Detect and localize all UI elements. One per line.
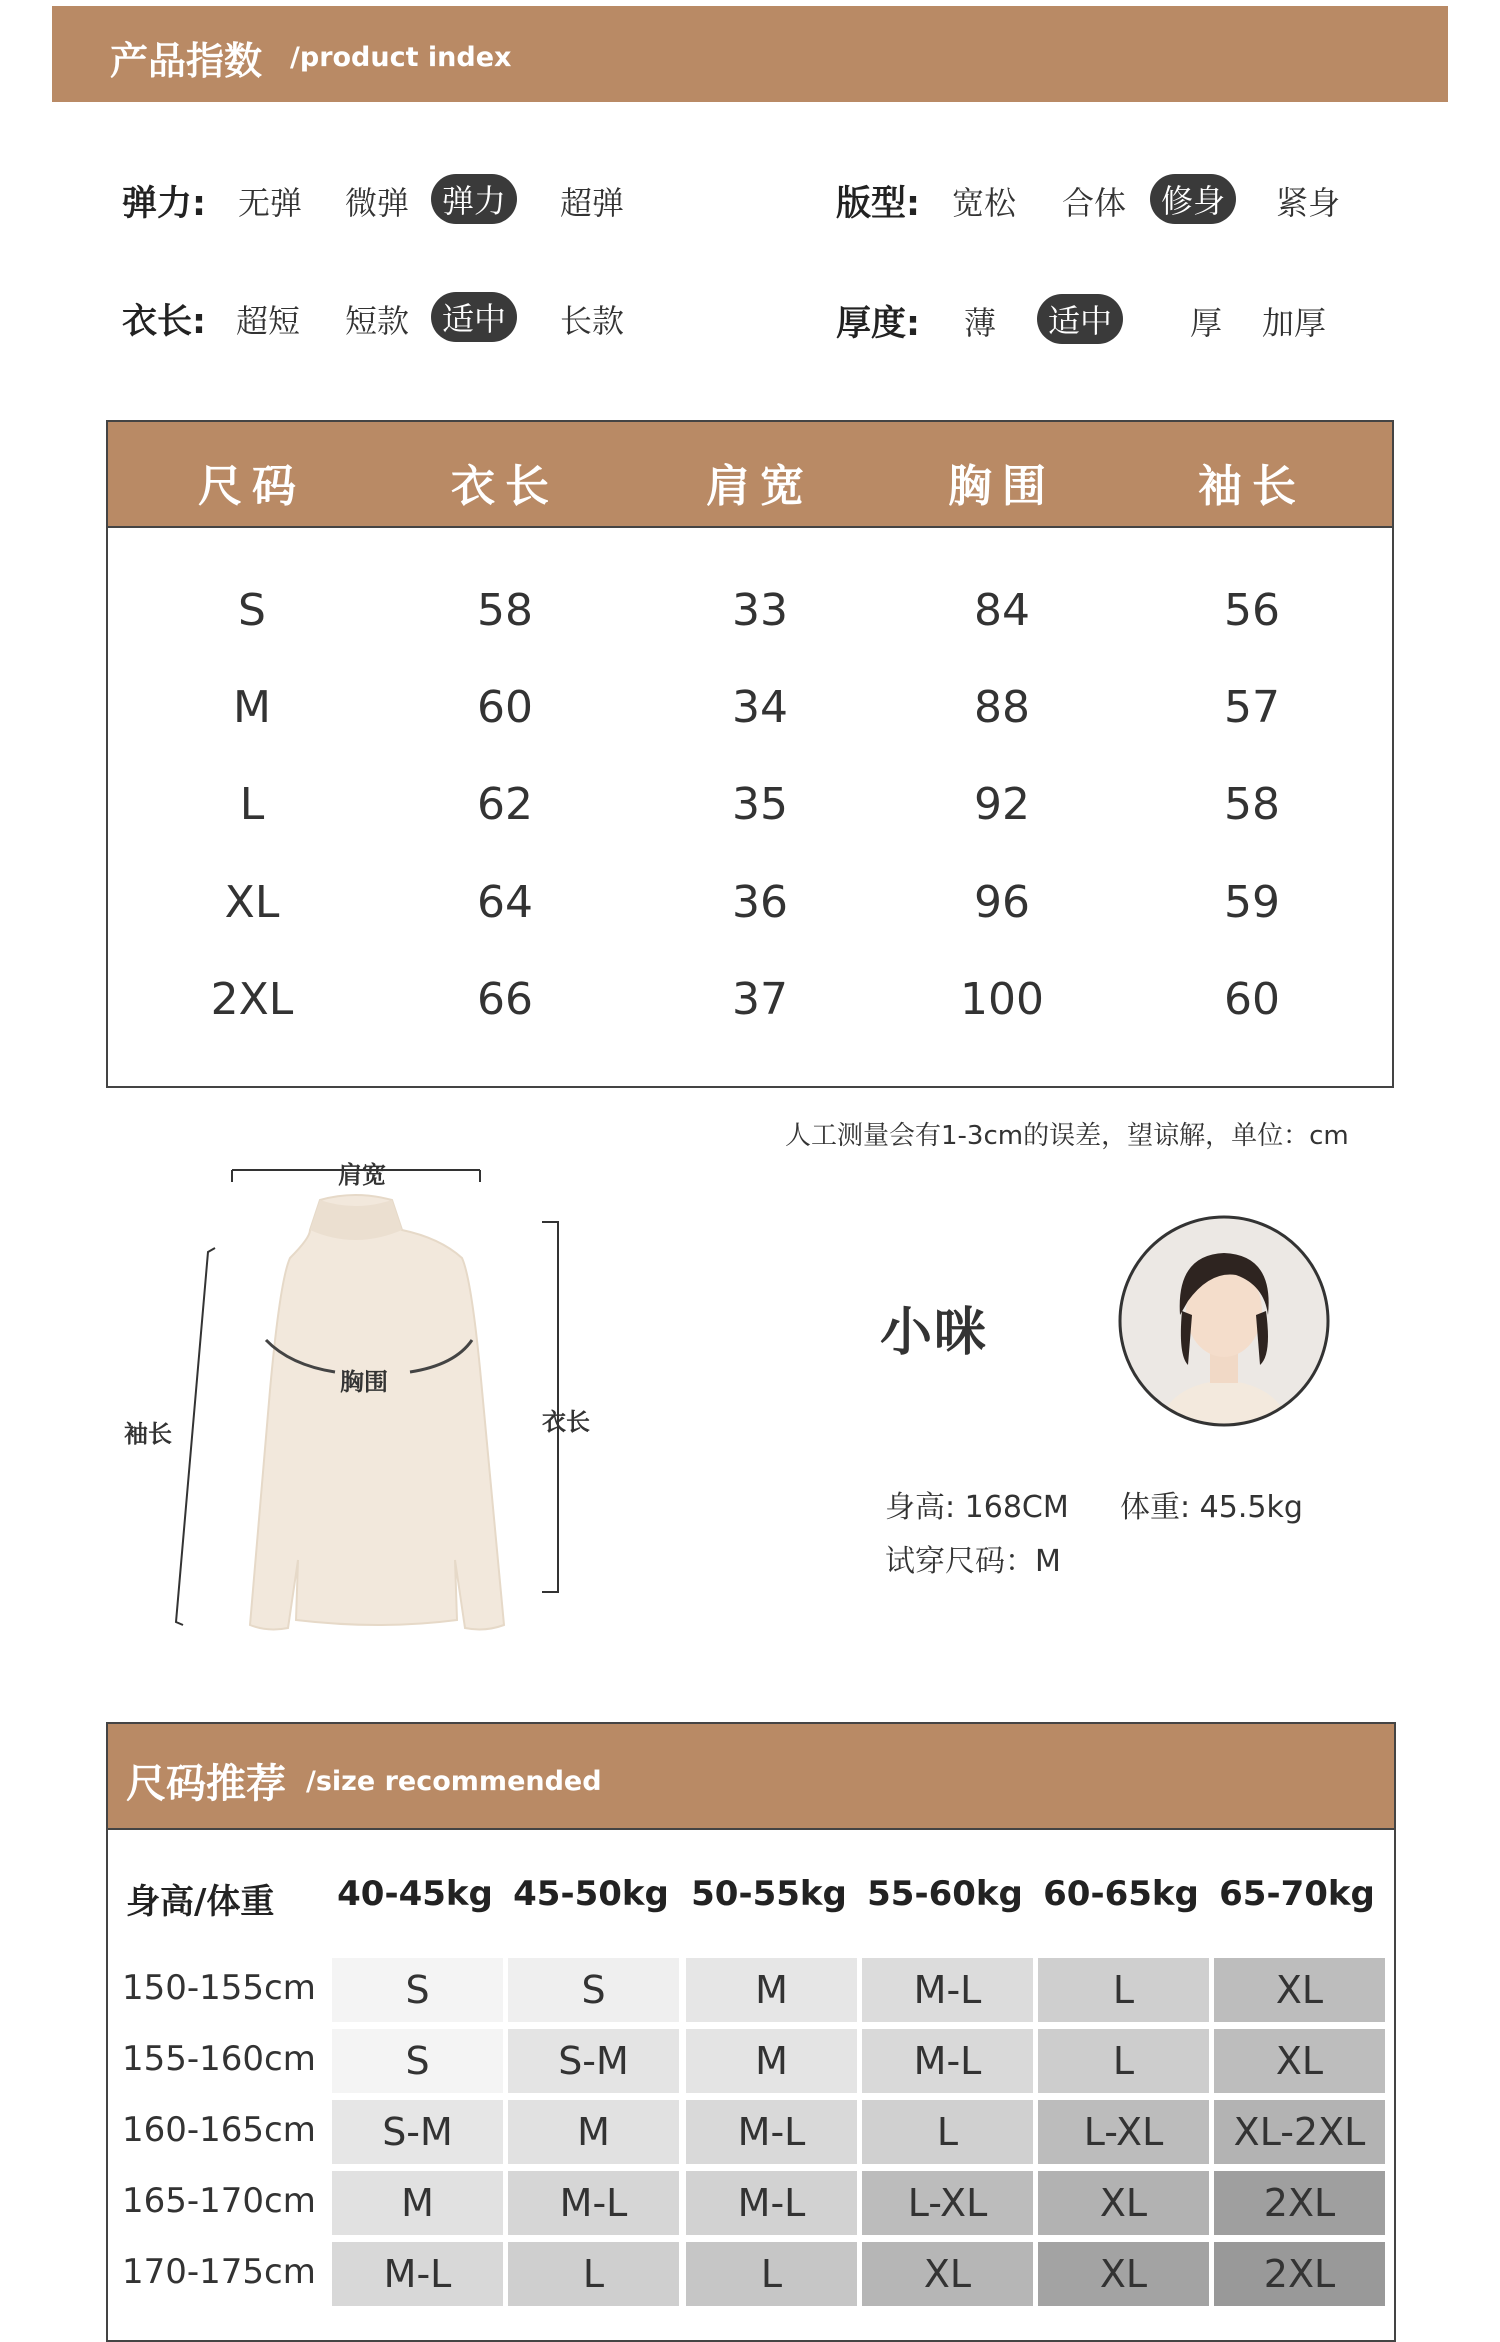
attribute-label: 厚度: — [836, 304, 920, 344]
attribute-option: 加厚 — [1262, 304, 1327, 342]
size-table-cell: 60 — [1224, 974, 1280, 1025]
size-table-cell: 2XL — [210, 974, 294, 1025]
attribute-option: 无弹 — [238, 184, 303, 222]
size-table-cell: 96 — [974, 877, 1030, 928]
banner-subtitle: /product index — [290, 42, 512, 73]
attribute-label: 弹力: — [122, 184, 206, 224]
model-size: 试穿尺码：M — [885, 1544, 1061, 1579]
size-recommend-header — [108, 1724, 1394, 1830]
sleeve-label: 袖长 — [124, 1420, 172, 1448]
attribute-label: 衣长: — [122, 302, 206, 342]
recommend-cell: L — [1038, 1958, 1209, 2022]
size-table-header-cell: 胸围 — [948, 461, 1056, 512]
recommend-cell: XL — [1038, 2242, 1209, 2306]
attribute-option-selected: 适中 — [431, 292, 517, 342]
size-table-header-cell: 尺码 — [198, 461, 306, 512]
size-table-cell: 35 — [732, 779, 788, 830]
attribute-option: 紧身 — [1276, 184, 1341, 222]
size-table-header-cell: 衣长 — [451, 461, 559, 512]
recommend-cell: S-M — [332, 2100, 503, 2164]
model-avatar — [1118, 1215, 1330, 1427]
recommend-cell: M-L — [862, 1958, 1033, 2022]
recommend-cell: L-XL — [862, 2171, 1033, 2235]
recommend-cell: S — [508, 1958, 679, 2022]
attribute-option: 薄 — [964, 304, 997, 342]
recommend-cell: L-XL — [1038, 2100, 1209, 2164]
recommend-height-label: 160-165cm — [122, 2110, 316, 2150]
recommend-weight-header: 55-60kg — [867, 1874, 1023, 1914]
recommend-cell: S-M — [508, 2029, 679, 2093]
size-table-cell: 66 — [477, 974, 533, 1025]
recommend-weight-header: 65-70kg — [1219, 1874, 1375, 1914]
size-table-cell: M — [233, 682, 271, 733]
shoulder-label: 肩宽 — [338, 1161, 386, 1189]
recommend-cell: M — [332, 2171, 503, 2235]
sweater-diagram — [110, 1140, 630, 1660]
size-table-cell: 56 — [1224, 585, 1280, 636]
sweater-shape — [250, 1195, 504, 1629]
recommend-weight-header: 40-45kg — [337, 1874, 493, 1914]
size-table-cell: 60 — [477, 682, 533, 733]
size-table-cell: 84 — [974, 585, 1030, 636]
size-table-cell: 36 — [732, 877, 788, 928]
size-table-cell: 100 — [960, 974, 1044, 1025]
recommend-subtitle: /size recommended — [306, 1766, 602, 1797]
size-table-cell: 58 — [477, 585, 533, 636]
recommend-cell: XL-2XL — [1214, 2100, 1385, 2164]
size-table-cell: 34 — [732, 682, 788, 733]
size-table-cell: 33 — [732, 585, 788, 636]
recommend-cell: M — [508, 2100, 679, 2164]
recommend-height-label: 170-175cm — [122, 2252, 316, 2292]
measurement-note: 人工测量会有1-3cm的误差，望谅解，单位：cm — [785, 1121, 1349, 1151]
recommend-cell: M-L — [686, 2171, 857, 2235]
model-name: 小咪 — [880, 1303, 989, 1363]
recommend-cell: 2XL — [1214, 2242, 1385, 2306]
recommend-weight-header: 45-50kg — [513, 1874, 669, 1914]
recommend-cell: L — [1038, 2029, 1209, 2093]
attribute-option: 合体 — [1062, 184, 1127, 222]
recommend-cell: S — [332, 1958, 503, 2022]
recommend-cell: M-L — [862, 2029, 1033, 2093]
size-table-header-cell: 肩宽 — [706, 461, 814, 512]
recommend-cell: M — [686, 2029, 857, 2093]
recommend-cell: XL — [1038, 2171, 1209, 2235]
model-height: 身高: 168CM — [885, 1490, 1069, 1525]
size-table-cell: 62 — [477, 779, 533, 830]
attribute-option: 超短 — [236, 302, 301, 340]
attribute-option-selected: 修身 — [1150, 174, 1236, 224]
attribute-option: 微弹 — [345, 184, 410, 222]
recommend-cell: L — [862, 2100, 1033, 2164]
recommend-corner-label: 身高/体重 — [126, 1882, 275, 1922]
attribute-option: 厚 — [1190, 304, 1223, 342]
attribute-option: 短款 — [345, 302, 410, 340]
attribute-option: 宽松 — [952, 184, 1017, 222]
attribute-option: 长款 — [560, 302, 625, 340]
chest-label: 胸围 — [340, 1368, 388, 1396]
attribute-option: 超弹 — [560, 184, 625, 222]
recommend-cell: S — [332, 2029, 503, 2093]
size-table-cell: 37 — [732, 974, 788, 1025]
recommend-cell: XL — [1214, 1958, 1385, 2022]
recommend-cell: 2XL — [1214, 2171, 1385, 2235]
size-table-cell: 58 — [1224, 779, 1280, 830]
recommend-title: 尺码推荐 — [126, 1761, 286, 1807]
length-label: 衣长 — [542, 1408, 590, 1436]
recommend-cell: L — [508, 2242, 679, 2306]
attribute-label: 版型: — [836, 184, 920, 224]
recommend-cell: XL — [862, 2242, 1033, 2306]
recommend-height-label: 150-155cm — [122, 1968, 316, 2008]
model-weight: 体重: 45.5kg — [1120, 1490, 1303, 1525]
attribute-option-selected: 适中 — [1037, 294, 1123, 344]
size-table-cell: 59 — [1224, 877, 1280, 928]
size-table-cell: 88 — [974, 682, 1030, 733]
recommend-cell: XL — [1214, 2029, 1385, 2093]
recommend-cell: L — [686, 2242, 857, 2306]
recommend-cell: M-L — [508, 2171, 679, 2235]
recommend-height-label: 165-170cm — [122, 2181, 316, 2221]
attribute-option-selected: 弹力 — [431, 174, 517, 224]
banner-title: 产品指数 — [110, 39, 263, 83]
recommend-cell: M — [686, 1958, 857, 2022]
size-table-cell: 57 — [1224, 682, 1280, 733]
recommend-height-label: 155-160cm — [122, 2039, 316, 2079]
recommend-weight-header: 60-65kg — [1043, 1874, 1199, 1914]
recommend-weight-header: 50-55kg — [691, 1874, 847, 1914]
size-table-cell: 64 — [477, 877, 533, 928]
recommend-cell: M-L — [686, 2100, 857, 2164]
size-table-header-cell: 袖长 — [1198, 461, 1306, 512]
recommend-cell: M-L — [332, 2242, 503, 2306]
size-table-cell: L — [239, 779, 265, 830]
size-table-cell: 92 — [974, 779, 1030, 830]
size-table-cell: XL — [224, 877, 280, 928]
size-table-cell: S — [238, 585, 266, 636]
